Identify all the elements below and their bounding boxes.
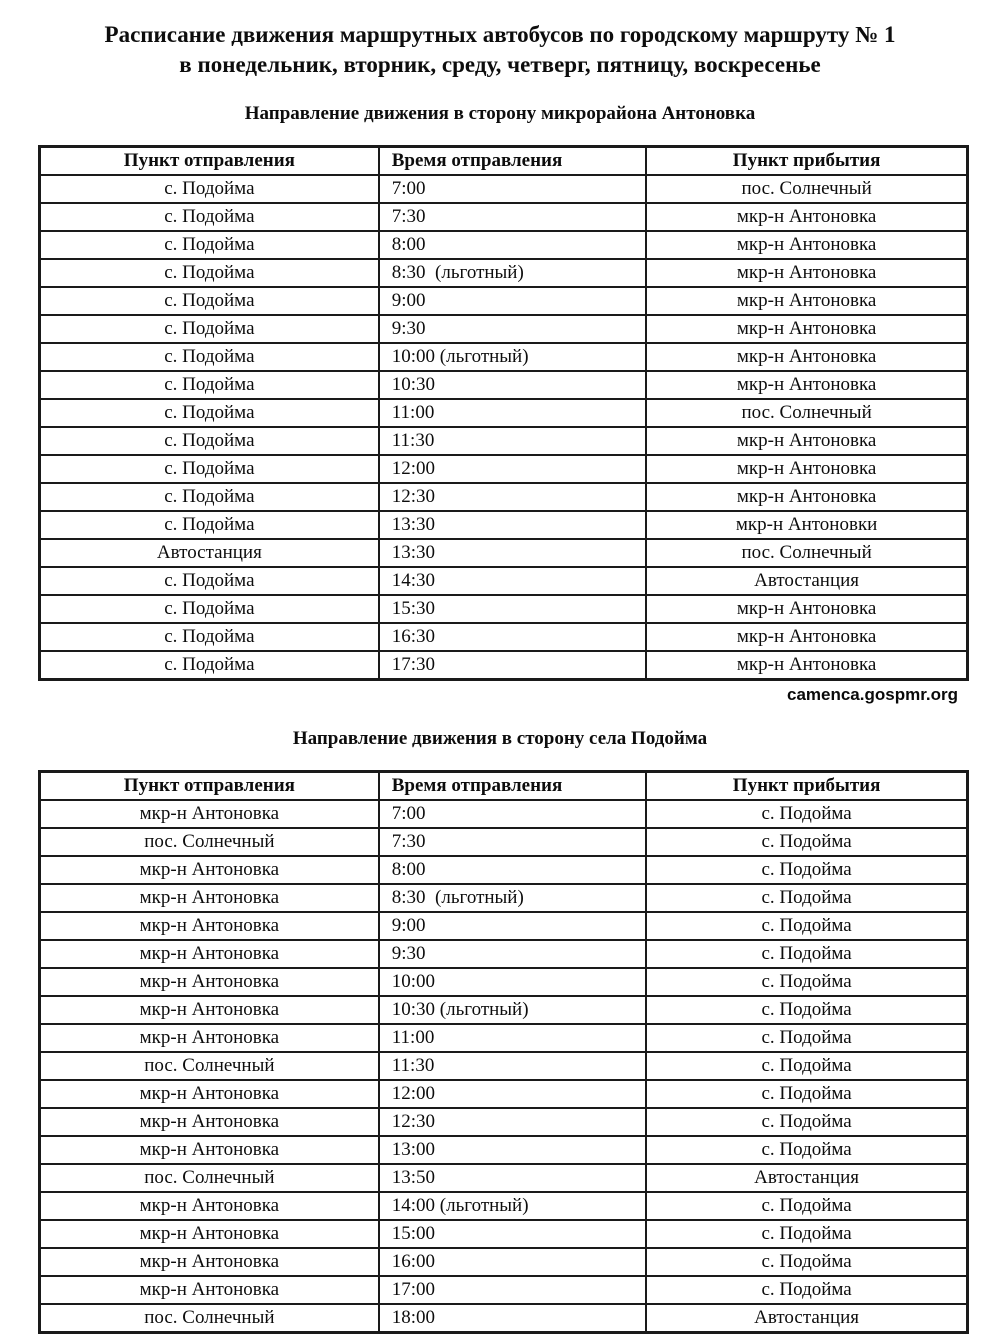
departure-time-cell: 9:00 bbox=[379, 912, 646, 940]
arrival-point-cell: с. Подойма bbox=[646, 912, 967, 940]
arrival-point-cell: мкр-н Антоновка bbox=[646, 651, 967, 680]
table-header-row bbox=[40, 147, 968, 176]
table-row bbox=[40, 427, 968, 455]
column-header-arrival-point: Пункт прибытия bbox=[646, 772, 967, 801]
arrival-point-cell: Автостанция bbox=[646, 567, 967, 595]
section-heading-podoima: Направление движения в сторону села Подойма bbox=[292, 728, 708, 749]
departure-time-cell: 17:30 bbox=[379, 651, 646, 680]
column-header-departure-time: Время отправления bbox=[379, 147, 646, 176]
departure-time-cell: 11:30 bbox=[379, 1052, 646, 1080]
departure-point-cell: мкр-н Антоновка bbox=[40, 1080, 379, 1108]
site-watermark: camenca.gospmr.org bbox=[786, 685, 958, 704]
departure-point-cell: мкр-н Антоновка bbox=[40, 968, 379, 996]
arrival-point-cell: мкр-н Антоновка bbox=[646, 259, 967, 287]
arrival-point-cell: мкр-н Антоновка bbox=[646, 371, 967, 399]
departure-time-cell: 11:00 bbox=[379, 399, 646, 427]
departure-time-cell: 9:30 bbox=[379, 940, 646, 968]
departure-time-cell: 8:30 (льготный) bbox=[379, 259, 646, 287]
departure-point-cell: с. Подойма bbox=[40, 623, 379, 651]
departure-point-cell: с. Подойма bbox=[40, 399, 379, 427]
departure-point-cell: мкр-н Антоновка bbox=[40, 940, 379, 968]
page-title-line1: Расписание движения маршрутных автобусов по городскому маршруту № 1 bbox=[104, 22, 896, 47]
column-header-departure-point: Пункт отправления bbox=[40, 772, 379, 801]
arrival-point-cell: мкр-н Антоновка bbox=[646, 287, 967, 315]
table-row bbox=[40, 1108, 968, 1136]
table-row bbox=[40, 371, 968, 399]
departure-point-cell: мкр-н Антоновка bbox=[40, 1136, 379, 1164]
section-heading-antonovka: Направление движения в сторону микрорайона Антоновка bbox=[244, 103, 756, 124]
departure-time-cell: 10:30 (льготный) bbox=[379, 996, 646, 1024]
departure-time-cell: 10:30 bbox=[379, 371, 646, 399]
departure-time-cell: 10:00 (льготный) bbox=[379, 343, 646, 371]
departure-point-cell: с. Подойма bbox=[40, 511, 379, 539]
arrival-point-cell: мкр-н Антоновка bbox=[646, 203, 967, 231]
table-row bbox=[40, 259, 968, 287]
table-row bbox=[40, 567, 968, 595]
arrival-point-cell: мкр-н Антоновка bbox=[646, 455, 967, 483]
column-header-departure-point: Пункт отправления bbox=[40, 147, 379, 176]
departure-point-cell: мкр-н Антоновка bbox=[40, 800, 379, 828]
departure-time-cell: 9:00 bbox=[379, 287, 646, 315]
schedule-table-podoima-wrap bbox=[38, 770, 969, 1334]
table-row bbox=[40, 1164, 968, 1192]
arrival-point-cell: мкр-н Антоновка bbox=[646, 427, 967, 455]
table-row bbox=[40, 651, 968, 680]
page-title bbox=[0, 0, 1000, 80]
departure-time-cell: 15:30 bbox=[379, 595, 646, 623]
departure-time-cell: 7:30 bbox=[379, 203, 646, 231]
arrival-point-cell: мкр-н Антоновка bbox=[646, 343, 967, 371]
column-header-departure-time: Время отправления bbox=[379, 772, 646, 801]
departure-time-cell: 11:00 bbox=[379, 1024, 646, 1052]
table-row bbox=[40, 1024, 968, 1052]
table-row bbox=[40, 996, 968, 1024]
departure-time-cell: 12:30 bbox=[379, 483, 646, 511]
arrival-point-cell: с. Подойма bbox=[646, 1108, 967, 1136]
table-row bbox=[40, 800, 968, 828]
departure-point-cell: пос. Солнечный bbox=[40, 1304, 379, 1333]
table-row bbox=[40, 940, 968, 968]
departure-point-cell: мкр-н Антоновка bbox=[40, 996, 379, 1024]
arrival-point-cell: Автостанция bbox=[646, 1304, 967, 1333]
arrival-point-cell: с. Подойма bbox=[646, 1192, 967, 1220]
arrival-point-cell: с. Подойма bbox=[646, 884, 967, 912]
table-row bbox=[40, 231, 968, 259]
departure-point-cell: мкр-н Антоновка bbox=[40, 1192, 379, 1220]
departure-time-cell: 13:50 bbox=[379, 1164, 646, 1192]
table-row bbox=[40, 315, 968, 343]
departure-point-cell: с. Подойма bbox=[40, 231, 379, 259]
arrival-point-cell: с. Подойма bbox=[646, 856, 967, 884]
departure-point-cell: с. Подойма bbox=[40, 483, 379, 511]
departure-point-cell: мкр-н Антоновка bbox=[40, 1108, 379, 1136]
departure-time-cell: 16:30 bbox=[379, 623, 646, 651]
arrival-point-cell: мкр-н Антоновка bbox=[646, 315, 967, 343]
arrival-point-cell: с. Подойма bbox=[646, 828, 967, 856]
table-row bbox=[40, 539, 968, 567]
departure-time-cell: 12:00 bbox=[379, 1080, 646, 1108]
table-row bbox=[40, 1276, 968, 1304]
departure-point-cell: пос. Солнечный bbox=[40, 1052, 379, 1080]
departure-time-cell: 8:00 bbox=[379, 856, 646, 884]
table-row bbox=[40, 856, 968, 884]
arrival-point-cell: пос. Солнечный bbox=[646, 175, 967, 203]
departure-point-cell: мкр-н Антоновка bbox=[40, 1024, 379, 1052]
departure-point-cell: с. Подойма bbox=[40, 455, 379, 483]
arrival-point-cell: с. Подойма bbox=[646, 1080, 967, 1108]
departure-point-cell: с. Подойма bbox=[40, 287, 379, 315]
arrival-point-cell: пос. Солнечный bbox=[646, 399, 967, 427]
arrival-point-cell: мкр-н Антоновка bbox=[646, 231, 967, 259]
departure-time-cell: 13:30 bbox=[379, 539, 646, 567]
schedule-table-podoima bbox=[38, 770, 969, 1334]
departure-time-cell: 7:30 bbox=[379, 828, 646, 856]
departure-time-cell: 8:30 (льготный) bbox=[379, 884, 646, 912]
departure-point-cell: Автостанция bbox=[40, 539, 379, 567]
table-row bbox=[40, 595, 968, 623]
table-row bbox=[40, 483, 968, 511]
departure-point-cell: пос. Солнечный bbox=[40, 1164, 379, 1192]
departure-point-cell: с. Подойма bbox=[40, 175, 379, 203]
table-row bbox=[40, 1304, 968, 1333]
departure-time-cell: 10:00 bbox=[379, 968, 646, 996]
table-row bbox=[40, 828, 968, 856]
departure-point-cell: с. Подойма bbox=[40, 427, 379, 455]
table-row bbox=[40, 623, 968, 651]
table-row bbox=[40, 1220, 968, 1248]
departure-time-cell: 8:00 bbox=[379, 231, 646, 259]
departure-point-cell: пос. Солнечный bbox=[40, 828, 379, 856]
departure-time-cell: 16:00 bbox=[379, 1248, 646, 1276]
departure-time-cell: 14:30 bbox=[379, 567, 646, 595]
arrival-point-cell: с. Подойма bbox=[646, 1136, 967, 1164]
table-row bbox=[40, 399, 968, 427]
table-row bbox=[40, 455, 968, 483]
departure-time-cell: 13:30 bbox=[379, 511, 646, 539]
arrival-point-cell: с. Подойма bbox=[646, 1052, 967, 1080]
departure-point-cell: с. Подойма bbox=[40, 595, 379, 623]
table-row bbox=[40, 884, 968, 912]
table-row bbox=[40, 511, 968, 539]
table-row bbox=[40, 203, 968, 231]
table-row bbox=[40, 175, 968, 203]
schedule-table-antonovka-wrap bbox=[38, 145, 969, 681]
departure-point-cell: с. Подойма bbox=[40, 371, 379, 399]
table-row bbox=[40, 1192, 968, 1220]
arrival-point-cell: мкр-н Антоновка bbox=[646, 595, 967, 623]
departure-time-cell: 17:00 bbox=[379, 1276, 646, 1304]
table-row bbox=[40, 343, 968, 371]
departure-time-cell: 11:30 bbox=[379, 427, 646, 455]
arrival-point-cell: мкр-н Антоновка bbox=[646, 623, 967, 651]
departure-point-cell: с. Подойма bbox=[40, 315, 379, 343]
arrival-point-cell: пос. Солнечный bbox=[646, 539, 967, 567]
table-row bbox=[40, 1136, 968, 1164]
table-row bbox=[40, 1080, 968, 1108]
departure-time-cell: 13:00 bbox=[379, 1136, 646, 1164]
column-header-arrival-point: Пункт прибытия bbox=[646, 147, 967, 176]
departure-point-cell: с. Подойма bbox=[40, 343, 379, 371]
departure-point-cell: мкр-н Антоновка bbox=[40, 912, 379, 940]
departure-point-cell: мкр-н Антоновка bbox=[40, 1220, 379, 1248]
arrival-point-cell: с. Подойма bbox=[646, 968, 967, 996]
departure-time-cell: 12:30 bbox=[379, 1108, 646, 1136]
departure-time-cell: 7:00 bbox=[379, 800, 646, 828]
departure-point-cell: с. Подойма bbox=[40, 567, 379, 595]
table-row bbox=[40, 968, 968, 996]
departure-point-cell: с. Подойма bbox=[40, 203, 379, 231]
table-row bbox=[40, 1052, 968, 1080]
arrival-point-cell: с. Подойма bbox=[646, 1248, 967, 1276]
departure-point-cell: мкр-н Антоновка bbox=[40, 1276, 379, 1304]
arrival-point-cell: с. Подойма bbox=[646, 800, 967, 828]
table-row bbox=[40, 912, 968, 940]
departure-point-cell: с. Подойма bbox=[40, 651, 379, 680]
table-row bbox=[40, 287, 968, 315]
departure-time-cell: 15:00 bbox=[379, 1220, 646, 1248]
arrival-point-cell: с. Подойма bbox=[646, 1220, 967, 1248]
table-row bbox=[40, 1248, 968, 1276]
schedule-table-antonovka bbox=[38, 145, 969, 681]
arrival-point-cell: с. Подойма bbox=[646, 996, 967, 1024]
page-title-line2: в понедельник, вторник, среду, четверг, пятницу, воскресенье bbox=[179, 52, 821, 77]
departure-time-cell: 9:30 bbox=[379, 315, 646, 343]
arrival-point-cell: с. Подойма bbox=[646, 1024, 967, 1052]
arrival-point-cell: Автостанция bbox=[646, 1164, 967, 1192]
departure-point-cell: мкр-н Антоновка bbox=[40, 856, 379, 884]
departure-point-cell: мкр-н Антоновка bbox=[40, 1248, 379, 1276]
departure-point-cell: мкр-н Антоновка bbox=[40, 884, 379, 912]
arrival-point-cell: с. Подойма bbox=[646, 940, 967, 968]
departure-time-cell: 7:00 bbox=[379, 175, 646, 203]
arrival-point-cell: мкр-н Антоновки bbox=[646, 511, 967, 539]
departure-time-cell: 14:00 (льготный) bbox=[379, 1192, 646, 1220]
table-header-row bbox=[40, 772, 968, 801]
arrival-point-cell: мкр-н Антоновка bbox=[646, 483, 967, 511]
departure-point-cell: с. Подойма bbox=[40, 259, 379, 287]
departure-time-cell: 12:00 bbox=[379, 455, 646, 483]
departure-time-cell: 18:00 bbox=[379, 1304, 646, 1333]
arrival-point-cell: с. Подойма bbox=[646, 1276, 967, 1304]
